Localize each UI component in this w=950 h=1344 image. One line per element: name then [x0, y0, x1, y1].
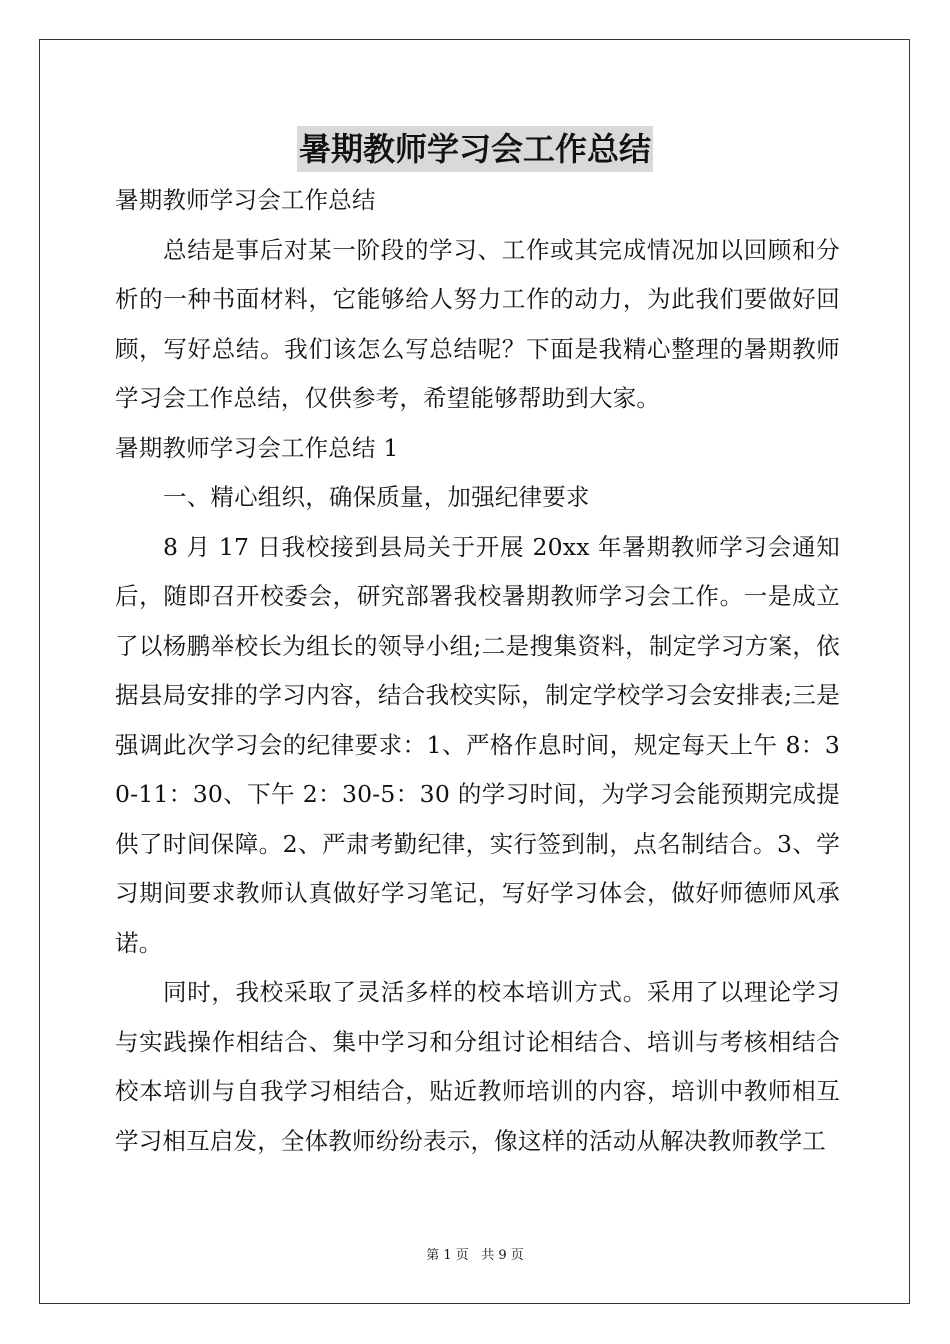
- document-title: [0, 126, 950, 178]
- paragraph-intro: 总结是事后对某一阶段的学习、工作或其完成情况加以回顾和分析的一种书面材料，它能够给人努力工作的动力，为此我们要做好回顾，写好总结。我们该怎么写总结呢？下面是我精心整理的暑期教师学习会工作总结，仅供参考，希望能够帮助到大家。: [115, 235, 840, 412]
- paragraph-body-2: 同时，我校采取了灵活多样的校本培训方式。采用了以理论学习与实践操作相结合、集中学习和分组讨论相结合、培训与考核相结合校本培训与自我学习相结合，贴近教师培训的内容，培训中教师相互学习相互启发，全体教师纷纷表示，像这样的活动从解决教师教学工: [115, 978, 840, 1155]
- page-footer: 第 1 页 共 9 页: [426, 1248, 524, 1263]
- paragraph-body-1: 8 月 17 日我校接到县局关于开展 20xx 年暑期教师学习会通知后，随即召开校委会，研究部署我校暑期教师学习会工作。一是成立了以杨鹏举校长为组长的领导小组;二是搜集资料，制定学习方案，依据县局安排的学习内容，结合我校实际，制定学校学习会安排表;三是强调此次学习会的纪律要求：1、严格作息时间，规定每天上午 8：30-11：30、下午 2：30-5：30 的学习时间，为学习会能预期完成提供了时间保障。2、严肃考勤纪律，实行签到制，点名制结合。3、学习期间要求教师认真做好学习笔记，写好学习体会，做好师德师风承诺。: [115, 532, 840, 957]
- paragraph-subheading: 一、精心组织，确保质量，加强纪律要求: [163, 483, 590, 511]
- paragraph-section-heading: 暑期教师学习会工作总结 1: [115, 433, 399, 462]
- document-title-text: 暑期教师学习会工作总结: [297, 126, 653, 172]
- document-body: [115, 176, 840, 1166]
- paragraph-subtitle: 暑期教师学习会工作总结: [115, 186, 376, 214]
